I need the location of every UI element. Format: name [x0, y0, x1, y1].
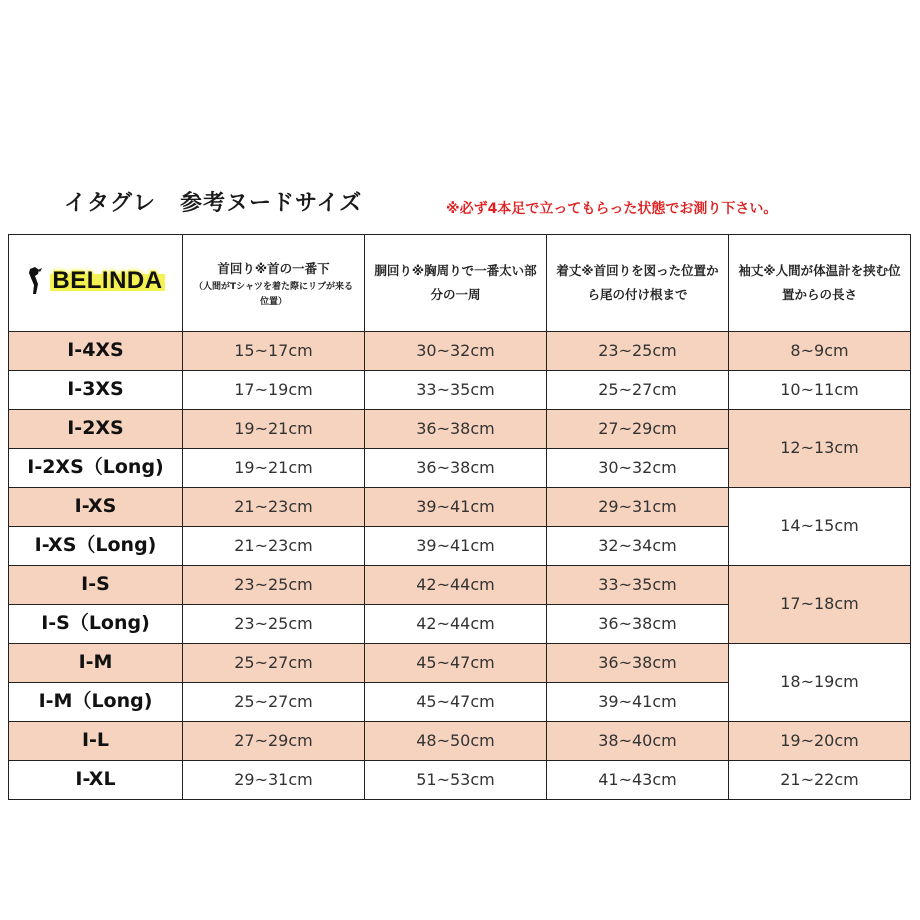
neck-value: 27~29cm — [183, 722, 365, 761]
sleeve-value: 8~9cm — [729, 332, 911, 371]
chest-value: 33~35cm — [365, 371, 547, 410]
table-row — [9, 332, 911, 371]
neck-value: 25~27cm — [183, 644, 365, 683]
size-label: I-4XS — [9, 332, 183, 371]
size-label: I-3XS — [9, 371, 183, 410]
table-row — [9, 644, 911, 683]
sleeve-value: 19~20cm — [729, 722, 911, 761]
size-label: I-S（Long) — [9, 605, 183, 644]
dog-silhouette-icon — [26, 266, 48, 296]
chest-value: 42~44cm — [365, 605, 547, 644]
neck-value: 19~21cm — [183, 410, 365, 449]
size-label: I-S — [9, 566, 183, 605]
neck-value: 21~23cm — [183, 527, 365, 566]
size-label: I-2XS（Long) — [9, 449, 183, 488]
length-value: 41~43cm — [547, 761, 729, 800]
size-label: I-M（Long) — [9, 683, 183, 722]
length-value: 30~32cm — [547, 449, 729, 488]
size-table — [8, 234, 911, 800]
header-chest — [365, 235, 547, 332]
chest-value: 42~44cm — [365, 566, 547, 605]
size-label: I-XS（Long) — [9, 527, 183, 566]
chest-value: 48~50cm — [365, 722, 547, 761]
sleeve-value: 21~22cm — [729, 761, 911, 800]
length-value: 25~27cm — [547, 371, 729, 410]
table-row — [9, 488, 911, 527]
neck-value: 25~27cm — [183, 683, 365, 722]
title-sub: 参考ヌードサイズ — [180, 191, 363, 216]
chest-value: 30~32cm — [365, 332, 547, 371]
chest-value: 39~41cm — [365, 527, 547, 566]
chest-value: 45~47cm — [365, 683, 547, 722]
length-value: 38~40cm — [547, 722, 729, 761]
table-row — [9, 410, 911, 449]
title-main: イタグレ — [64, 191, 157, 216]
brand-logo-text: BELINDA — [52, 267, 163, 294]
chest-value: 45~47cm — [365, 644, 547, 683]
page-title — [64, 186, 362, 217]
header-sleeve-label: 袖丈※人間が体温計を挟む位置からの長さ — [738, 263, 901, 302]
sleeve-value: 17~18cm — [729, 566, 911, 644]
size-label: I-2XS — [9, 410, 183, 449]
header-neck — [183, 235, 365, 332]
table-row — [9, 371, 911, 410]
header-length-label: 着丈※首回りを図った位置から尾の付け根まで — [556, 263, 719, 302]
table-header-row — [9, 235, 911, 332]
chest-value: 51~53cm — [365, 761, 547, 800]
neck-value: 21~23cm — [183, 488, 365, 527]
neck-value: 29~31cm — [183, 761, 365, 800]
header-length — [547, 235, 729, 332]
length-value: 27~29cm — [547, 410, 729, 449]
brand-logo — [26, 266, 164, 296]
header-neck-label: 首回り※首の一番下 — [217, 260, 330, 276]
neck-value: 23~25cm — [183, 605, 365, 644]
header-chest-label: 胴回り※胸周りで一番太い部分の一周 — [374, 263, 537, 302]
sleeve-value: 14~15cm — [729, 488, 911, 566]
measurement-note: ※必ず4本足で立ってもらった状態でお測り下さい。 — [446, 201, 778, 217]
chest-value: 36~38cm — [365, 410, 547, 449]
header-neck-sublabel: （人間がTシャツを着た際にリブが来る位置） — [194, 282, 353, 307]
table-row — [9, 722, 911, 761]
chest-value: 36~38cm — [365, 449, 547, 488]
header-sleeve — [729, 235, 911, 332]
size-label: I-M — [9, 644, 183, 683]
length-value: 36~38cm — [547, 605, 729, 644]
length-value: 29~31cm — [547, 488, 729, 527]
table-row — [9, 761, 911, 800]
neck-value: 23~25cm — [183, 566, 365, 605]
chest-value: 39~41cm — [365, 488, 547, 527]
sleeve-value: 10~11cm — [729, 371, 911, 410]
length-value: 32~34cm — [547, 527, 729, 566]
table-row — [9, 566, 911, 605]
size-label: I-L — [9, 722, 183, 761]
size-label: I-XS — [9, 488, 183, 527]
length-value: 36~38cm — [547, 644, 729, 683]
length-value: 39~41cm — [547, 683, 729, 722]
neck-value: 15~17cm — [183, 332, 365, 371]
sleeve-value: 18~19cm — [729, 644, 911, 722]
sleeve-value: 12~13cm — [729, 410, 911, 488]
brand-logo-cell — [9, 235, 183, 332]
length-value: 23~25cm — [547, 332, 729, 371]
neck-value: 17~19cm — [183, 371, 365, 410]
length-value: 33~35cm — [547, 566, 729, 605]
neck-value: 19~21cm — [183, 449, 365, 488]
size-label: I-XL — [9, 761, 183, 800]
